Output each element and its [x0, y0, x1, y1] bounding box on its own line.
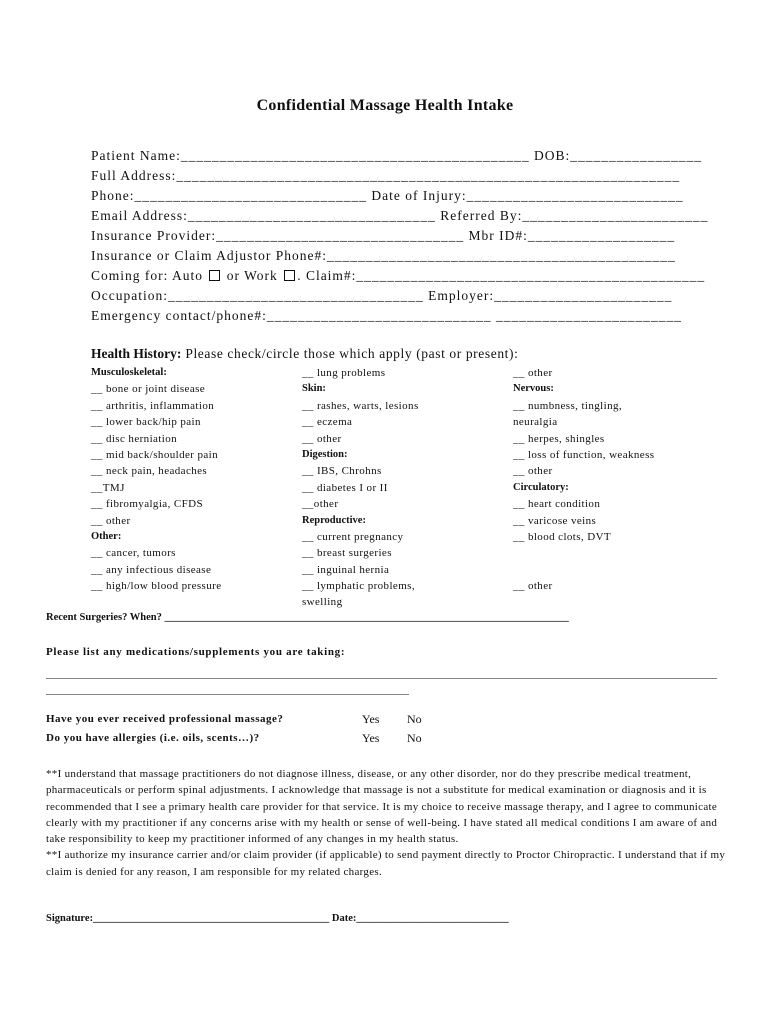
condition-item[interactable]: __ other: [513, 465, 553, 478]
auto-checkbox[interactable]: [209, 270, 220, 281]
emergency-contact-field[interactable]: Emergency contact/phone#:_____________________________ ________________________: [91, 308, 682, 323]
work-label: or Work: [222, 268, 283, 283]
adjustor-phone-field[interactable]: Insurance or Claim Adjustor Phone#:_____________________________________________: [91, 248, 676, 263]
condition-item[interactable]: __ neck pain, headaches: [91, 465, 208, 478]
health-history-instruction: Please check/circle those which apply (past or present):: [181, 346, 519, 361]
coming-for-row: [91, 266, 708, 286]
massage-question: Have you ever received professional massage?: [46, 713, 284, 725]
condition-item[interactable]: swelling: [302, 596, 343, 609]
condition-item[interactable]: __ lower back/hip pain: [91, 416, 201, 429]
occupation-field[interactable]: Occupation:_________________________________ Employer:_______________________: [91, 288, 673, 303]
condition-item[interactable]: __ heart condition: [513, 498, 601, 511]
condition-item[interactable]: neuralgia: [513, 416, 558, 429]
category-heading: Other:: [91, 530, 122, 542]
spacer: [513, 545, 654, 561]
health-history-heading: [91, 346, 518, 362]
condition-item[interactable]: __ cancer, tumors: [91, 547, 176, 560]
condition-item[interactable]: __ fibromyalgia, CFDS: [91, 498, 203, 511]
patient-name-field[interactable]: Patient Name:_____________________________________________ DOB:_________________: [91, 148, 702, 163]
condition-item[interactable]: __ disc herniation: [91, 432, 178, 445]
signature-date-field[interactable]: Signature:_____________________________________________ Date:_____________________________: [46, 913, 509, 924]
full-address-field[interactable]: Full Address:_________________________________________________________________: [91, 168, 681, 183]
allergies-yes-option[interactable]: Yes: [362, 731, 380, 745]
history-column-2: [302, 365, 419, 611]
disclaimer-statement: **I understand that massage practitioners do not diagnose illness, disease, or any other disorder, nor do they prescribe medical treatment, pharmaceuticals or perform spinal adjustments. I acknowledge that massage is not a substitute for medical examination or diagnosis and it is recommended that I see a primary health care provider for that service. It is my choice to receive massage therapy, and I agree to communicate clearly with my practitioner if any concerns arise with my health or sense of well-being. I have stated all medical conditions I am aware of and take responsibility to keep my practitioner informed of any changes in my health status.: [46, 768, 718, 846]
condition-item[interactable]: __ rashes, warts, lesions: [302, 399, 419, 412]
condition-item[interactable]: __ arthritis, inflammation: [91, 399, 215, 412]
condition-item[interactable]: __ other: [513, 367, 553, 379]
category-heading: Reproductive:: [302, 514, 366, 526]
condition-item[interactable]: __ bone or joint disease: [91, 383, 206, 396]
recent-surgeries-field[interactable]: Recent Surgeries? When? _____________________________________________________________________________: [46, 612, 569, 623]
category-heading: Skin:: [302, 383, 326, 395]
condition-item[interactable]: __ numbness, tingling,: [513, 399, 623, 412]
category-heading: Circulatory:: [513, 481, 569, 493]
condition-item[interactable]: __TMJ: [91, 481, 125, 494]
condition-item[interactable]: __ blood clots, DVT: [513, 530, 612, 543]
condition-item[interactable]: __ mid back/shoulder pain: [91, 448, 219, 461]
form-title: Confidential Massage Health Intake: [256, 97, 514, 114]
category-heading: Musculoskeletal:: [91, 367, 167, 378]
consent-statements: [46, 766, 730, 880]
condition-item[interactable]: __ other: [91, 514, 131, 527]
medications-line-2[interactable]: __________________________________________________________________: [46, 684, 409, 696]
condition-item[interactable]: __ high/low blood pressure: [91, 580, 222, 593]
category-heading: Digestion:: [302, 448, 348, 460]
condition-item[interactable]: __ varicose veins: [513, 514, 597, 527]
condition-item[interactable]: __other: [302, 498, 339, 511]
condition-item[interactable]: __ other: [513, 580, 553, 593]
health-history-label: Health History:: [91, 346, 182, 361]
work-checkbox[interactable]: [284, 270, 295, 281]
condition-item[interactable]: __ inguinal hernia: [302, 563, 390, 576]
condition-item[interactable]: __ lung problems: [302, 367, 386, 379]
massage-no-option[interactable]: No: [407, 712, 422, 726]
condition-item[interactable]: __ current pregnancy: [302, 530, 404, 543]
category-heading: Nervous:: [513, 383, 554, 395]
claim-field[interactable]: . Claim#:_____________________________________________: [297, 268, 706, 283]
condition-item[interactable]: __ IBS, Chrohns: [302, 465, 382, 478]
history-column-1: [91, 365, 221, 594]
history-column-3: [513, 365, 654, 594]
massage-yes-option[interactable]: Yes: [362, 712, 380, 726]
condition-item[interactable]: __ diabetes I or II: [302, 481, 388, 494]
allergies-question: Do you have allergies (i.e. oils, scents…)?: [46, 732, 260, 744]
authorization-statement: **I authorize my insurance carrier and/or claim provider (if applicable) to send payment directly to Proctor Chiropractic. I understand that if my claim is denied for any reason, I am responsible for my related charges.: [46, 849, 726, 878]
condition-item[interactable]: __ breast surgeries: [302, 547, 392, 560]
medications-label: Please list any medications/supplements you are taking:: [46, 646, 346, 658]
condition-item[interactable]: __ any infectious disease: [91, 563, 212, 576]
spacer: [513, 562, 654, 578]
condition-item[interactable]: __ loss of function, weakness: [513, 448, 655, 461]
condition-item[interactable]: __ herpes, shingles: [513, 432, 605, 445]
insurance-provider-field[interactable]: Insurance Provider:________________________________ Mbr ID#:___________________: [91, 228, 676, 243]
allergies-no-option[interactable]: No: [407, 731, 422, 745]
condition-item[interactable]: __ lymphatic problems,: [302, 580, 415, 593]
condition-item[interactable]: __ other: [302, 432, 342, 445]
coming-for-label: Coming for: Auto: [91, 268, 208, 283]
email-field[interactable]: Email Address:________________________________ Referred By:________________________: [91, 208, 709, 223]
medications-line-1[interactable]: __________________________________________________________________________________________________________________________: [46, 668, 717, 680]
phone-field[interactable]: Phone:______________________________ Date of Injury:____________________________: [91, 188, 684, 203]
condition-item[interactable]: __ eczema: [302, 416, 353, 429]
patient-info-section: [91, 146, 708, 326]
